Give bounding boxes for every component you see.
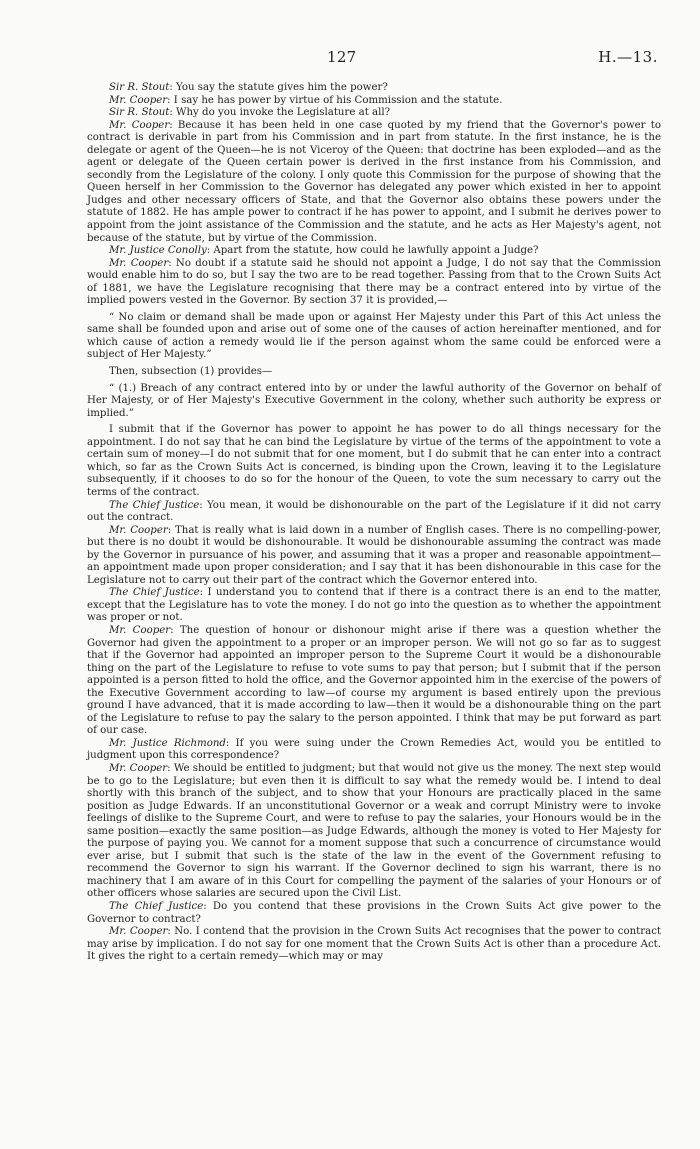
speaker-name: Mr. Cooper bbox=[109, 119, 170, 131]
paragraph-text: : No doubt if a statute said he should not appoint a Judge, I do not say that the Commission would enable him to do so, but I say the two are to be read together. Passing from that to the Crown Suits Act of 1881, we have the Legislature recognising that there may be a contract entered into by virtue of the implied powers vested in the Governor. By section 37 it is provided,— bbox=[87, 257, 661, 307]
paragraph bbox=[87, 120, 661, 245]
speaker-name: Mr. Justice Richmond bbox=[109, 737, 226, 749]
body-text bbox=[87, 82, 661, 964]
speaker-name: Sir R. Stout bbox=[109, 82, 170, 93]
paragraph bbox=[87, 625, 661, 738]
quoted-statute: “ No claim or demand shall be made upon or against Her Majesty under this Part of this Act unless the same shall be founded upon and arise out of some one of the causes of action hereinafter mentioned, and for which cause of action a remedy would lie if the person against whom the same could be enforced were a subject of Her Majesty.” bbox=[87, 311, 661, 361]
paragraph-text: : Why do you invoke the Legislature at all? bbox=[169, 107, 391, 119]
speaker-name: Mr. Cooper bbox=[109, 257, 169, 269]
document-code: H.—13. bbox=[598, 48, 658, 66]
paragraph bbox=[87, 763, 661, 901]
speaker-name: Mr. Justice Conolly bbox=[109, 245, 207, 257]
speaker-name: Sir R. Stout bbox=[109, 107, 170, 119]
speaker-name: Mr. Cooper bbox=[109, 524, 168, 536]
paragraph bbox=[87, 258, 661, 308]
paragraph-text: : I understand you to contend that if there is a contract there is an end to the matter, except that the Legislature has to vote the money. I do not go into the question as to whether the appointment was proper or not. bbox=[87, 587, 661, 624]
paragraph-text: : You say the statute gives him the power? bbox=[169, 82, 388, 93]
speaker-name: Mr. Cooper bbox=[109, 94, 168, 106]
paragraph-text: : If you were suing under the Crown Remedies Act, would you be entitled to judgment upon this correspondence? bbox=[87, 737, 661, 762]
paragraph: Then, subsection (1) provides— bbox=[109, 366, 273, 378]
paragraph-text: : I say he has power by virtue of his Commission and the statute. bbox=[167, 94, 503, 106]
paragraph-text: : We should be entitled to judgment; but that would not give us the money. The next step would be to go to the Legislature; but even then it is difficult to say what the remedy would be. I intend to deal shortly with this branch of the subject, and to show that your Honours are practically placed in the same position as Judge Edwards. If an unconstitutional Governor or a weak and corrupt Ministry were to invoke feelings of dislike to the Supreme Court, and were to refuse to pay the salaries, your Honours would be in the same position—exactly the same position—as Judge Edwards, although the money is voted to Her Majesty for the purpose of paying you. We cannot for a moment suppose that such a concurrence of circumstance would ever arise, but I submit that such is the state of the law in the event of the Government refusing to recommend the Governor to sign his warrant. If the Governor declined to sign his warrant, there is no machinery that I am aware of in this Court for compelling the payment of the salaries of your Honours or of other officers whose salaries are secured upon the Civil List. bbox=[87, 762, 661, 900]
speaker-name: The Chief Justice bbox=[109, 587, 200, 599]
page-number: 127 bbox=[327, 48, 357, 66]
quoted-statute: “ (1.) Breach of any contract entered into by or under the lawful authority of the Governor on behalf of Her Majesty, or of Her Majesty's Executive Government in the colony, whether such authority be express or implied.” bbox=[87, 382, 661, 419]
paragraph-text: : Apart from the statute, how could he lawfully appoint a Judge? bbox=[206, 245, 539, 257]
paragraph-text: : Because it has been held in one case quoted by my friend that the Governor's power to contract is derivable in part from his Commission and in part from statute. In the first instance, he is the delegate or agent of the Queen—he is not Viceroy of the Queen: that doctrine has been exploded—and as the agent or delegate of the Queen certain power is derived in the first instance from his Commission, and secondly from the Legislature of the colony. I only quote this Commission for the purpose of showing that the Queen herself in her Commission to the Governor has delegated any power which existed in her to appoint Judges and other necessary officers of State, and that the Governor also obtains these powers under the statute of 1882. He has ample power to contract if he has power to appoint, and I submit he derives power to appoint from the joint assistance of the Commission and the statute, and he acts as Her Majesty's agent, not because of the statute, but by virtue of the Commission. bbox=[87, 119, 661, 244]
page-header bbox=[0, 48, 700, 70]
speaker-name: Mr. Cooper bbox=[109, 762, 168, 774]
paragraph bbox=[87, 82, 661, 95]
paragraph bbox=[87, 926, 661, 964]
speaker-name: The Chief Justice bbox=[109, 499, 200, 511]
paragraph-text: : No. I contend that the provision in the Crown Suits Act recognises that the power to contract may arise by implication. I do not say for one moment that the Crown Suits Act is other than a procedure Act. It gives the right to a certain remedy—which may or may bbox=[87, 926, 662, 963]
paragraph bbox=[87, 245, 661, 258]
paragraph bbox=[87, 901, 661, 926]
speaker-name: The Chief Justice bbox=[109, 901, 204, 912]
paragraph bbox=[87, 95, 661, 108]
paragraph bbox=[87, 587, 661, 625]
paragraph bbox=[87, 107, 661, 120]
paragraph-text: : The question of honour or dishonour might arise if there was a question whether the Governor had given the appointment to a proper or an improper person. We will not go so far as to suggest that if the Governor had appointed an improper person to the Supreme Court it would be a dishonourable thing on the part of the Legislature to refuse to vote sums to pay that person; but I submit that if the person appointed is a person fitted to hold the office, and the Governor appointed him in the exercise of the powers of the Executive Government according to law—of course my argument is based entirely upon the previous ground I have advanced, that it is made according to law—then it would be a dishonourable thing on the part of the Legislature to refuse to pay the salary to the person appointed. I think that may be put forward as part of our case. bbox=[87, 624, 662, 737]
speaker-name: Mr. Cooper bbox=[109, 926, 168, 938]
paragraph bbox=[87, 525, 661, 588]
paragraph bbox=[87, 738, 661, 763]
speaker-name: Mr. Cooper bbox=[109, 624, 171, 636]
paragraph-text: : You mean, it would be dishonourable on the part of the Legislature if it did not carry out the contract. bbox=[87, 499, 661, 524]
paragraph-text: : Do you contend that these provisions in the Crown Suits Act give power to the Governor to contract? bbox=[87, 901, 661, 925]
paragraph: I submit that if the Governor has power to appoint he has power to do all things necessary for the appointment. I do not say that he can bind the Legislature by virtue of the terms of the appointment to vote a certain sum of money—I do not submit that for one moment, but I do submit that he can enter into a contract which, so far as the Crown Suits Act is concerned, is binding upon the Crown, leaving it to the Legislature subsequently, if it chooses to do so for the honour of the Queen, to vote the sum necessary to carry out the terms of the contract. bbox=[87, 424, 661, 498]
paragraph bbox=[87, 500, 661, 525]
paragraph-text: : That is really what is laid down in a number of English cases. There is no compelling-power, but there is no doubt it would be dishonourable. It would be dishonourable assuming the contract was made by the Governor in pursuance of his power, and assuming that it was a proper and reasonable appointment—an appointment made upon proper consideration; and I say that it has been dishonourable in this case for the Legislature not to carry out their part of the contract which the Governor entered into. bbox=[87, 524, 661, 586]
